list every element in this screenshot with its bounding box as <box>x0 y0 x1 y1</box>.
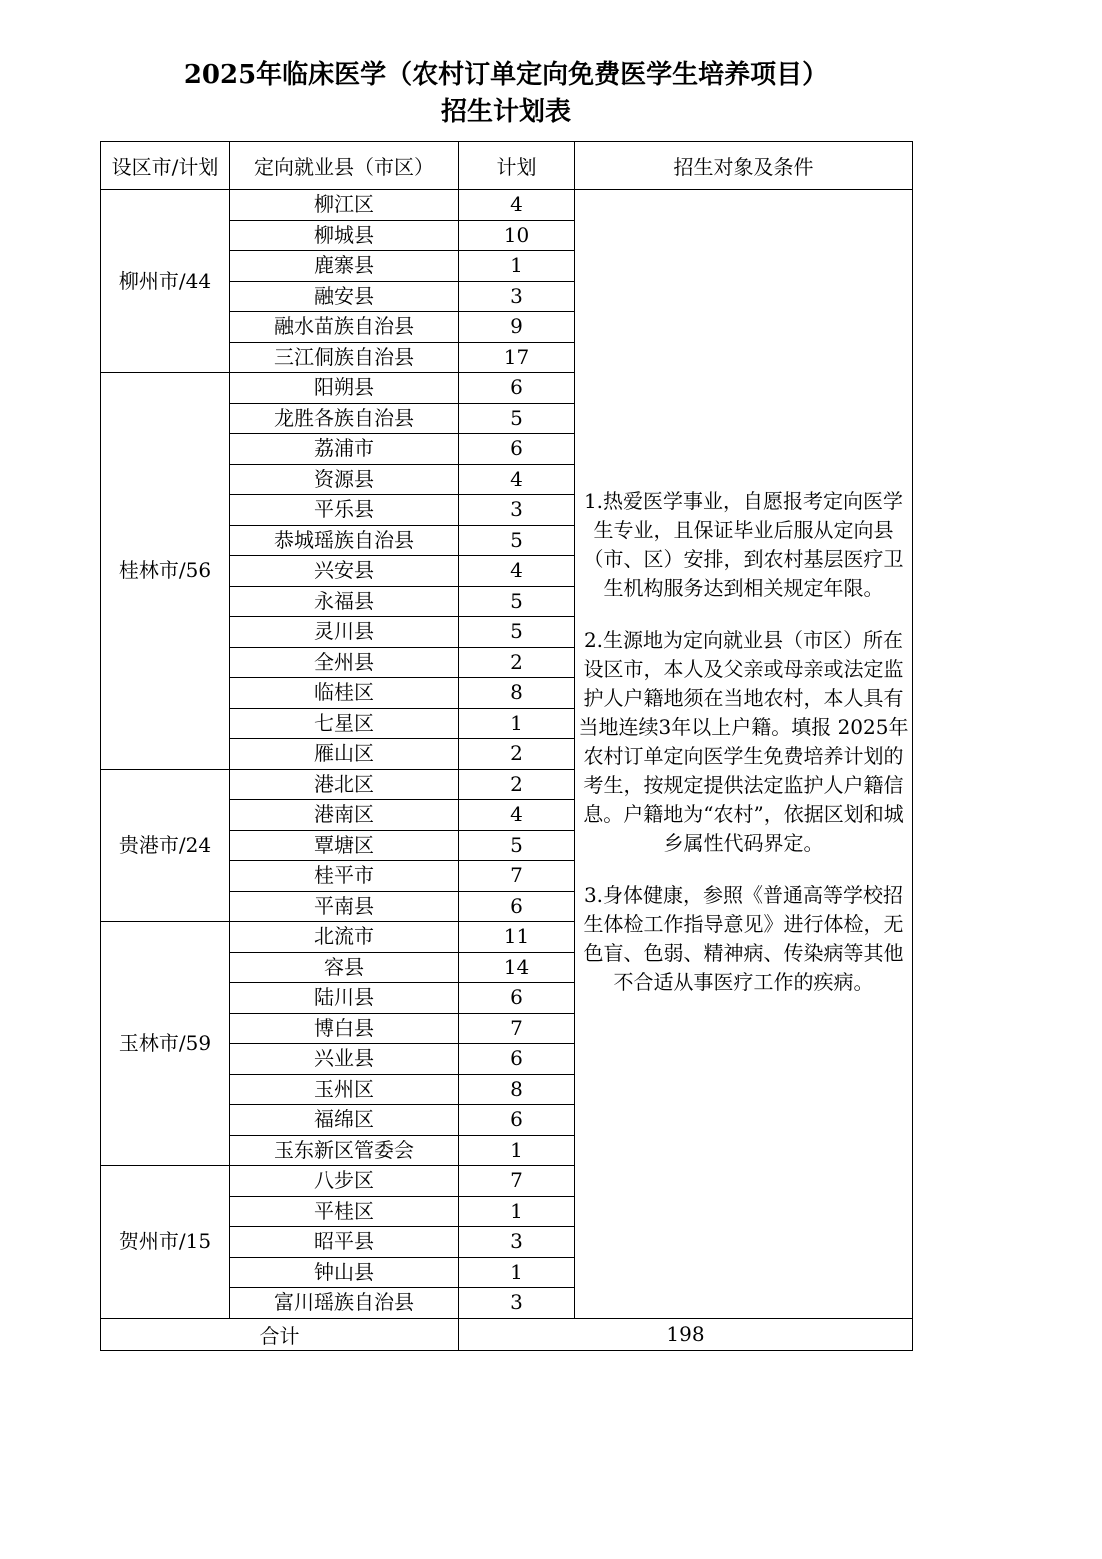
page-subtitle: 招生计划表 <box>440 97 571 127</box>
plan-cell: 6 <box>459 983 575 1014</box>
county-cell: 钟山县 <box>230 1257 459 1288</box>
plan-cell: 10 <box>459 220 575 251</box>
plan-cell: 1 <box>459 1135 575 1166</box>
plan-cell: 4 <box>459 190 575 221</box>
county-cell: 八步区 <box>230 1166 459 1197</box>
header-county: 定向就业县（市区） <box>230 142 459 190</box>
county-cell: 港南区 <box>230 800 459 831</box>
conditions-cell <box>575 190 913 1319</box>
plan-cell: 8 <box>459 1074 575 1105</box>
county-cell: 富川瑶族自治县 <box>230 1288 459 1319</box>
plan-cell: 5 <box>459 403 575 434</box>
city-cell: 贺州市/15 <box>101 1166 230 1319</box>
plan-cell: 5 <box>459 830 575 861</box>
enrollment-plan-table <box>100 141 913 1351</box>
plan-cell: 3 <box>459 1227 575 1258</box>
plan-cell: 8 <box>459 678 575 709</box>
page-title: 2025年临床医学（农村订单定向免费医学生培养项目） <box>183 60 829 90</box>
plan-cell: 5 <box>459 617 575 648</box>
county-cell: 三江侗族自治县 <box>230 342 459 373</box>
plan-cell: 6 <box>459 1044 575 1075</box>
county-cell: 福绵区 <box>230 1105 459 1136</box>
plan-cell: 3 <box>459 1288 575 1319</box>
county-cell: 桂平市 <box>230 861 459 892</box>
header-city: 设区市/计划 <box>101 142 230 190</box>
county-cell: 玉东新区管委会 <box>230 1135 459 1166</box>
header-conditions: 招生对象及条件 <box>575 142 913 190</box>
county-cell: 平桂区 <box>230 1196 459 1227</box>
plan-cell: 4 <box>459 800 575 831</box>
table-row <box>101 190 913 221</box>
total-row <box>101 1318 913 1350</box>
city-cell: 柳州市/44 <box>101 190 230 373</box>
plan-cell: 1 <box>459 708 575 739</box>
table-body <box>101 190 913 1319</box>
plan-cell: 1 <box>459 251 575 282</box>
plan-cell: 6 <box>459 434 575 465</box>
plan-cell: 7 <box>459 1013 575 1044</box>
county-cell: 龙胜各族自治县 <box>230 403 459 434</box>
plan-cell: 4 <box>459 464 575 495</box>
county-cell: 永福县 <box>230 586 459 617</box>
plan-cell: 17 <box>459 342 575 373</box>
county-cell: 荔浦市 <box>230 434 459 465</box>
plan-cell: 2 <box>459 769 575 800</box>
county-cell: 北流市 <box>230 922 459 953</box>
county-cell: 博白县 <box>230 1013 459 1044</box>
county-cell: 陆川县 <box>230 983 459 1014</box>
county-cell: 兴安县 <box>230 556 459 587</box>
county-cell: 昭平县 <box>230 1227 459 1258</box>
condition-paragraph: 1.热爱医学事业，自愿报考定向医学生专业，且保证毕业后服从定向县（市、区）安排，到农村基层医疗卫生机构服务达到相关规定年限。 <box>583 489 904 601</box>
condition-paragraph: 2.生源地为定向就业县（市区）所在设区市，本人及父亲或母亲或法定监护人户籍地须在当地农村，本人具有当地连续3年以上户籍。填报 2025年农村订单定向医学生免费培养计划的考生，按规定提供法定监护人户籍信息。户籍地为“农村”，依据区划和城乡属性代码界定。 <box>578 628 909 856</box>
plan-cell: 1 <box>459 1257 575 1288</box>
county-cell: 阳朔县 <box>230 373 459 404</box>
total-value: 198 <box>459 1318 913 1350</box>
county-cell: 容县 <box>230 952 459 983</box>
county-cell: 柳城县 <box>230 220 459 251</box>
plan-cell: 6 <box>459 1105 575 1136</box>
city-cell: 桂林市/56 <box>101 373 230 770</box>
plan-cell: 1 <box>459 1196 575 1227</box>
plan-cell: 2 <box>459 739 575 770</box>
plan-cell: 11 <box>459 922 575 953</box>
county-cell: 临桂区 <box>230 678 459 709</box>
plan-cell: 6 <box>459 891 575 922</box>
county-cell: 兴业县 <box>230 1044 459 1075</box>
plan-cell: 4 <box>459 556 575 587</box>
plan-cell: 5 <box>459 586 575 617</box>
plan-cell: 6 <box>459 373 575 404</box>
county-cell: 柳江区 <box>230 190 459 221</box>
county-cell: 平乐县 <box>230 495 459 526</box>
county-cell: 玉州区 <box>230 1074 459 1105</box>
county-cell: 鹿寨县 <box>230 251 459 282</box>
county-cell: 资源县 <box>230 464 459 495</box>
county-cell: 平南县 <box>230 891 459 922</box>
county-cell: 融水苗族自治县 <box>230 312 459 343</box>
plan-cell: 3 <box>459 495 575 526</box>
county-cell: 恭城瑶族自治县 <box>230 525 459 556</box>
county-cell: 灵川县 <box>230 617 459 648</box>
county-cell: 融安县 <box>230 281 459 312</box>
county-cell: 港北区 <box>230 769 459 800</box>
county-cell: 全州县 <box>230 647 459 678</box>
county-cell: 七星区 <box>230 708 459 739</box>
plan-cell: 7 <box>459 861 575 892</box>
plan-cell: 7 <box>459 1166 575 1197</box>
condition-paragraph: 3.身体健康，参照《普通高等学校招生体检工作指导意见》进行体检，无色盲、色弱、精神病、传染病等其他不合适从事医疗工作的疾病。 <box>583 883 904 995</box>
county-cell: 覃塘区 <box>230 830 459 861</box>
county-cell: 雁山区 <box>230 739 459 770</box>
plan-cell: 5 <box>459 525 575 556</box>
plan-cell: 14 <box>459 952 575 983</box>
plan-cell: 2 <box>459 647 575 678</box>
total-label: 合计 <box>101 1318 459 1350</box>
header-row <box>101 142 913 190</box>
city-cell: 贵港市/24 <box>101 769 230 922</box>
header-plan: 计划 <box>459 142 575 190</box>
plan-cell: 9 <box>459 312 575 343</box>
city-cell: 玉林市/59 <box>101 922 230 1166</box>
plan-cell: 3 <box>459 281 575 312</box>
